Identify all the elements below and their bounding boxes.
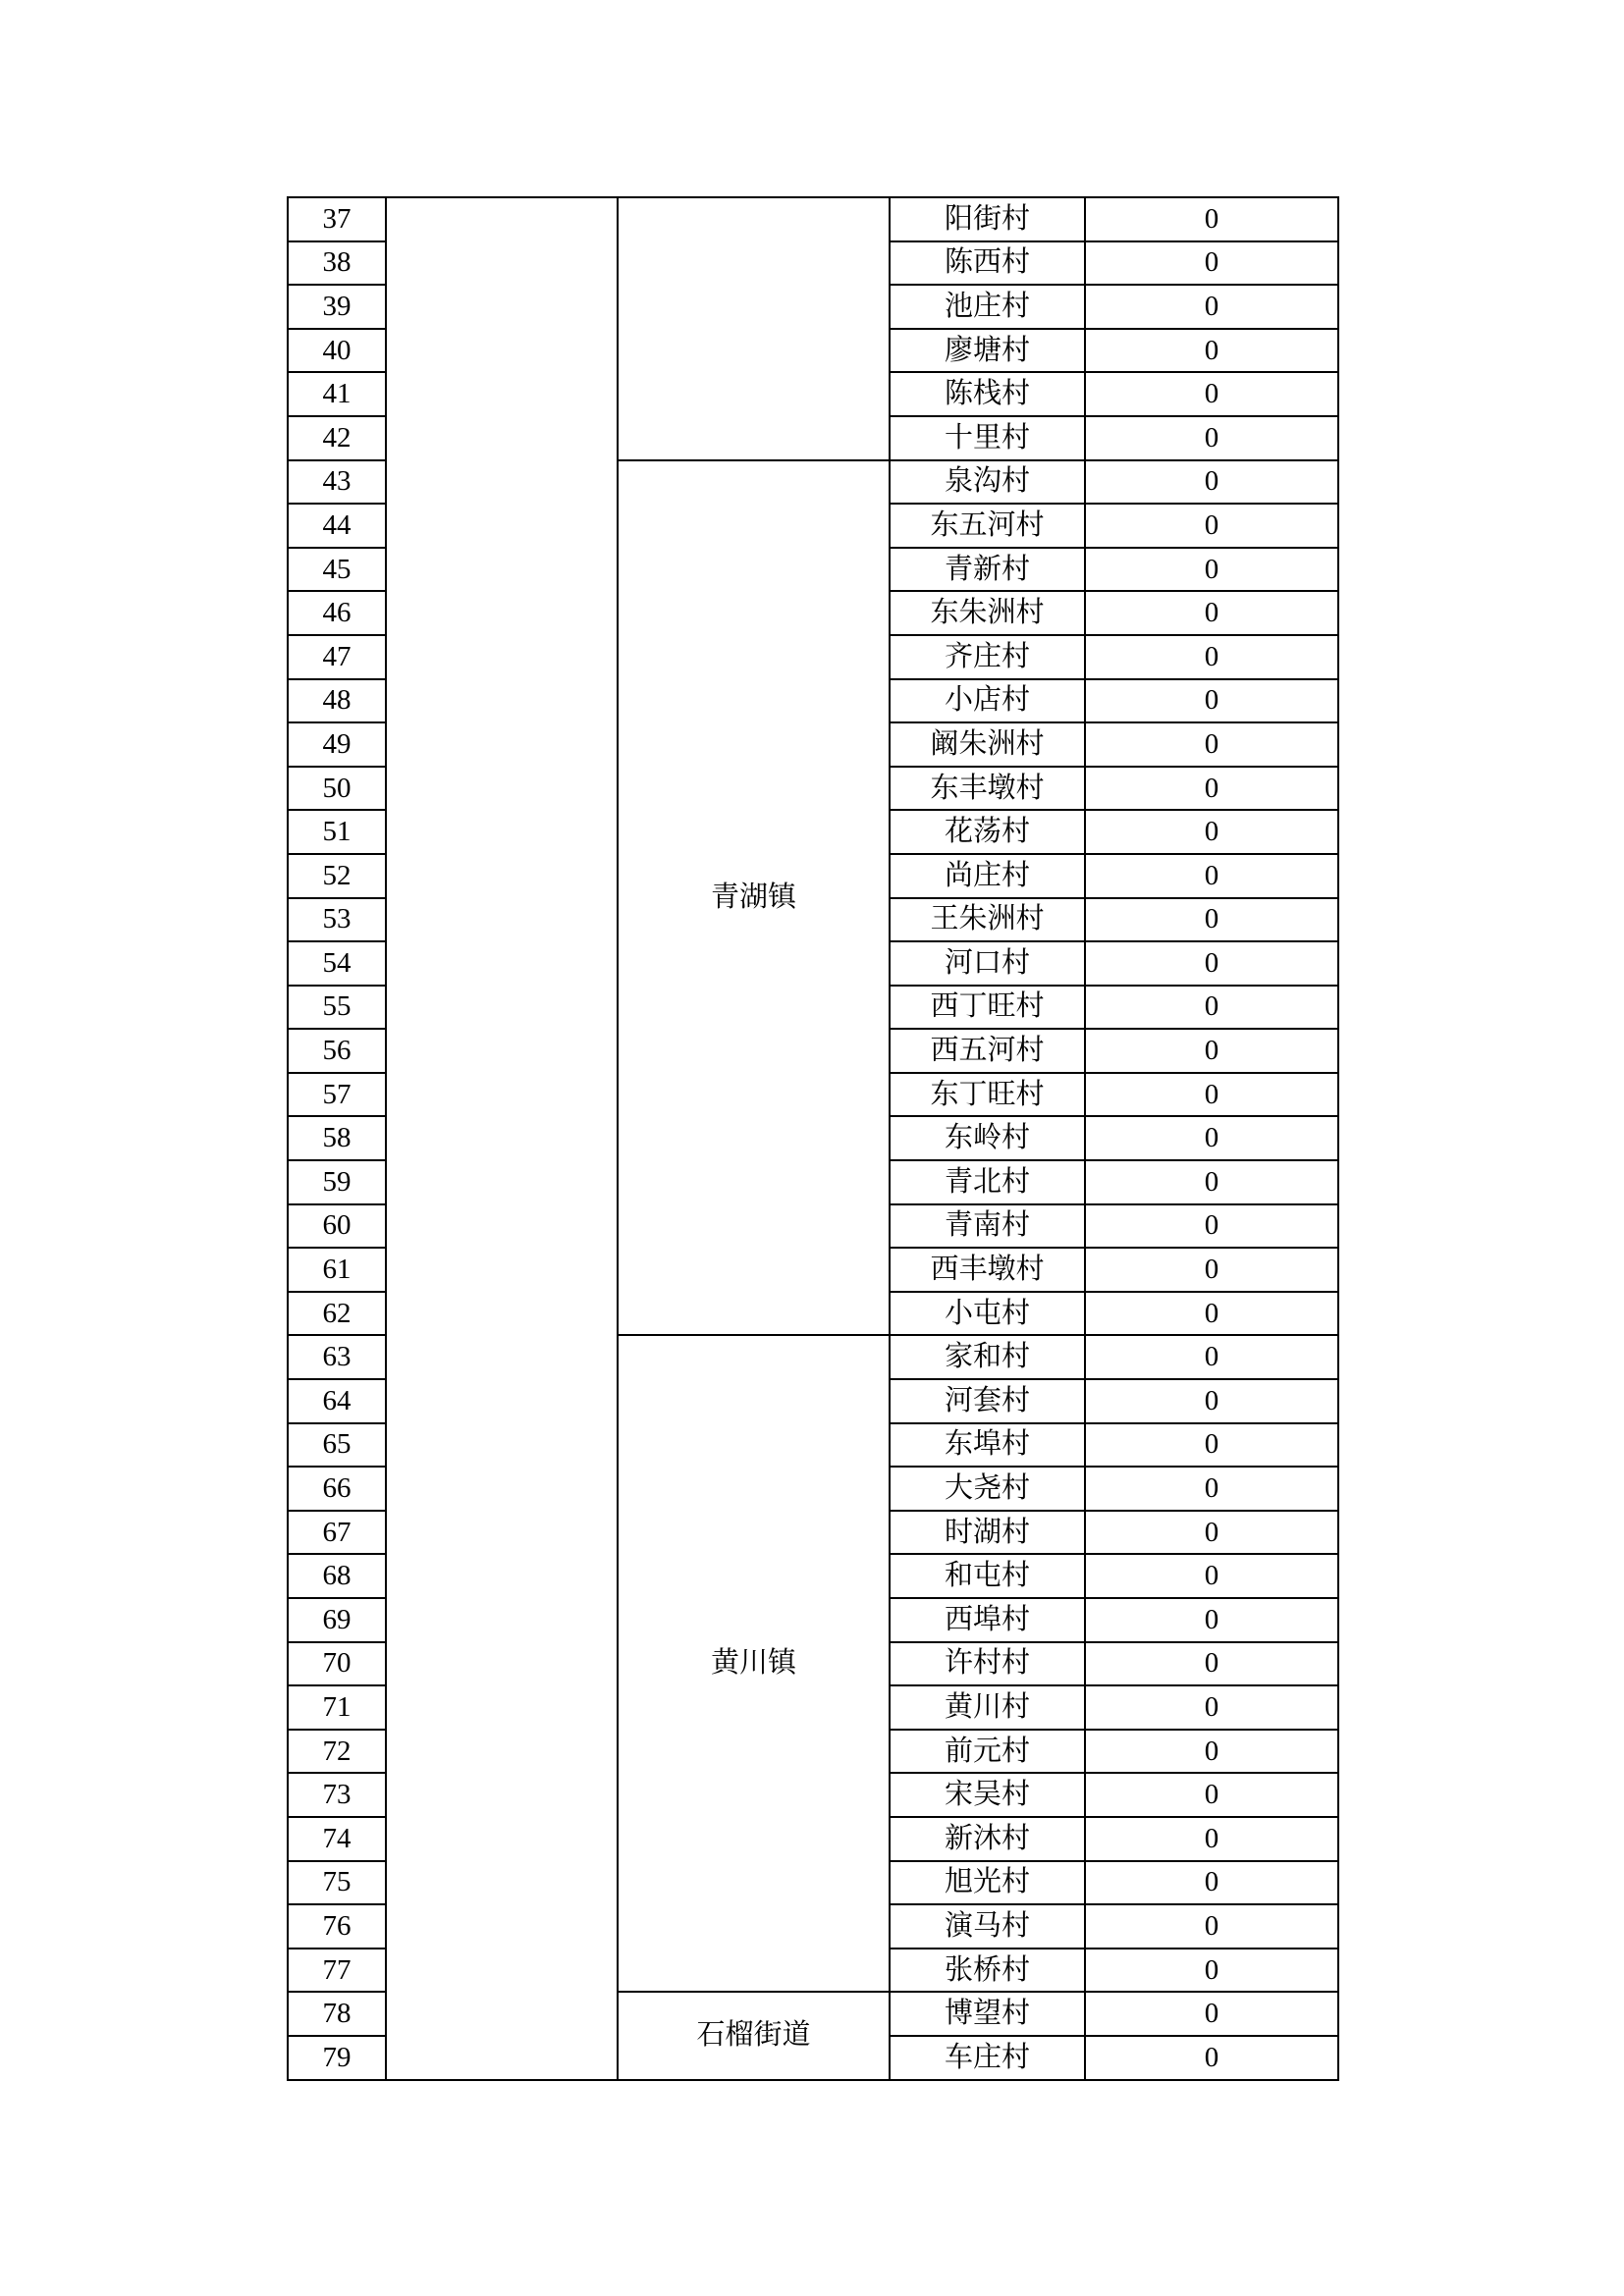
town-cell: 青湖镇 [618, 460, 890, 1336]
row-number-cell: 77 [288, 1949, 386, 1993]
value-cell: 0 [1085, 1423, 1338, 1468]
row-number-cell: 40 [288, 329, 386, 373]
value-cell: 0 [1085, 1642, 1338, 1686]
value-cell: 0 [1085, 1773, 1338, 1817]
value-cell: 0 [1085, 941, 1338, 986]
value-cell: 0 [1085, 722, 1338, 767]
village-cell: 小店村 [890, 679, 1085, 723]
value-cell: 0 [1085, 1992, 1338, 2036]
row-number-cell: 65 [288, 1423, 386, 1468]
village-cell: 东五河村 [890, 504, 1085, 548]
village-cell: 泉沟村 [890, 460, 1085, 505]
value-cell: 0 [1085, 1685, 1338, 1730]
value-cell: 0 [1085, 1248, 1338, 1292]
value-cell: 0 [1085, 460, 1338, 505]
village-cell: 西五河村 [890, 1029, 1085, 1073]
village-cell: 池庄村 [890, 285, 1085, 329]
village-cell: 西埠村 [890, 1598, 1085, 1642]
row-number-cell: 66 [288, 1467, 386, 1511]
village-cell: 东丁旺村 [890, 1073, 1085, 1117]
row-number-cell: 64 [288, 1379, 386, 1423]
value-cell: 0 [1085, 416, 1338, 460]
village-cell: 小屯村 [890, 1292, 1085, 1336]
row-number-cell: 76 [288, 1904, 386, 1949]
row-number-cell: 62 [288, 1292, 386, 1336]
value-cell: 0 [1085, 372, 1338, 416]
row-number-cell: 70 [288, 1642, 386, 1686]
row-number-cell: 43 [288, 460, 386, 505]
village-cell: 尚庄村 [890, 854, 1085, 898]
value-cell: 0 [1085, 329, 1338, 373]
value-cell: 0 [1085, 241, 1338, 286]
row-number-cell: 55 [288, 986, 386, 1030]
value-cell: 0 [1085, 679, 1338, 723]
village-cell: 青南村 [890, 1204, 1085, 1249]
village-cell: 旭光村 [890, 1861, 1085, 1905]
village-cell: 和屯村 [890, 1554, 1085, 1598]
row-number-cell: 67 [288, 1511, 386, 1555]
town-cell: 黄川镇 [618, 1335, 890, 1992]
row-number-cell: 56 [288, 1029, 386, 1073]
village-cell: 宋吴村 [890, 1773, 1085, 1817]
row-number-cell: 60 [288, 1204, 386, 1249]
village-cell: 王朱洲村 [890, 898, 1085, 942]
row-number-cell: 49 [288, 722, 386, 767]
table-row [288, 197, 1338, 241]
row-number-cell: 78 [288, 1992, 386, 2036]
value-cell: 0 [1085, 1904, 1338, 1949]
value-cell: 0 [1085, 1335, 1338, 1379]
village-cell: 博望村 [890, 1992, 1085, 2036]
value-cell: 0 [1085, 810, 1338, 854]
village-cell: 阚朱洲村 [890, 722, 1085, 767]
row-number-cell: 59 [288, 1160, 386, 1204]
value-cell: 0 [1085, 854, 1338, 898]
row-number-cell: 58 [288, 1116, 386, 1160]
village-cell: 时湖村 [890, 1511, 1085, 1555]
row-number-cell: 75 [288, 1861, 386, 1905]
value-cell: 0 [1085, 591, 1338, 635]
value-cell: 0 [1085, 197, 1338, 241]
village-cell: 黄川村 [890, 1685, 1085, 1730]
village-cell: 东朱洲村 [890, 591, 1085, 635]
value-cell: 0 [1085, 1292, 1338, 1336]
row-number-cell: 44 [288, 504, 386, 548]
value-cell: 0 [1085, 635, 1338, 679]
value-cell: 0 [1085, 1073, 1338, 1117]
village-cell: 大尧村 [890, 1467, 1085, 1511]
value-cell: 0 [1085, 1598, 1338, 1642]
row-number-cell: 51 [288, 810, 386, 854]
row-number-cell: 74 [288, 1817, 386, 1861]
row-number-cell: 68 [288, 1554, 386, 1598]
value-cell: 0 [1085, 2036, 1338, 2080]
row-number-cell: 52 [288, 854, 386, 898]
row-number-cell: 79 [288, 2036, 386, 2080]
row-number-cell: 45 [288, 548, 386, 592]
value-cell: 0 [1085, 1160, 1338, 1204]
row-number-cell: 48 [288, 679, 386, 723]
village-cell: 青北村 [890, 1160, 1085, 1204]
village-cell: 前元村 [890, 1730, 1085, 1774]
row-number-cell: 46 [288, 591, 386, 635]
value-cell: 0 [1085, 1554, 1338, 1598]
value-cell: 0 [1085, 1379, 1338, 1423]
value-cell: 0 [1085, 504, 1338, 548]
row-number-cell: 73 [288, 1773, 386, 1817]
village-cell: 西丁旺村 [890, 986, 1085, 1030]
village-cell: 家和村 [890, 1335, 1085, 1379]
town-cell [618, 197, 890, 460]
value-cell: 0 [1085, 548, 1338, 592]
row-number-cell: 57 [288, 1073, 386, 1117]
row-number-cell: 61 [288, 1248, 386, 1292]
village-cell: 车庄村 [890, 2036, 1085, 2080]
village-cell: 东埠村 [890, 1423, 1085, 1468]
table-body [288, 197, 1338, 2080]
village-cell: 青新村 [890, 548, 1085, 592]
row-number-cell: 50 [288, 767, 386, 811]
value-cell: 0 [1085, 767, 1338, 811]
row-number-cell: 41 [288, 372, 386, 416]
row-number-cell: 42 [288, 416, 386, 460]
village-cell: 东岭村 [890, 1116, 1085, 1160]
village-cell: 河套村 [890, 1379, 1085, 1423]
village-cell: 廖塘村 [890, 329, 1085, 373]
value-cell: 0 [1085, 1511, 1338, 1555]
village-cell: 十里村 [890, 416, 1085, 460]
row-number-cell: 38 [288, 241, 386, 286]
value-cell: 0 [1085, 1467, 1338, 1511]
row-number-cell: 71 [288, 1685, 386, 1730]
value-cell: 0 [1085, 1949, 1338, 1993]
value-cell: 0 [1085, 1817, 1338, 1861]
value-cell: 0 [1085, 1861, 1338, 1905]
value-cell: 0 [1085, 285, 1338, 329]
village-cell: 齐庄村 [890, 635, 1085, 679]
county-cell [386, 197, 618, 2080]
village-cell: 陈栈村 [890, 372, 1085, 416]
village-cell: 演马村 [890, 1904, 1085, 1949]
row-number-cell: 39 [288, 285, 386, 329]
village-cell: 阳街村 [890, 197, 1085, 241]
town-cell: 石榴街道 [618, 1992, 890, 2079]
row-number-cell: 53 [288, 898, 386, 942]
row-number-cell: 37 [288, 197, 386, 241]
row-number-cell: 63 [288, 1335, 386, 1379]
value-cell: 0 [1085, 898, 1338, 942]
village-cell: 张桥村 [890, 1949, 1085, 1993]
village-cell: 许村村 [890, 1642, 1085, 1686]
value-cell: 0 [1085, 1730, 1338, 1774]
value-cell: 0 [1085, 1204, 1338, 1249]
value-cell: 0 [1085, 1029, 1338, 1073]
village-cell: 新沐村 [890, 1817, 1085, 1861]
village-statistics-table [287, 196, 1339, 2081]
row-number-cell: 69 [288, 1598, 386, 1642]
row-number-cell: 47 [288, 635, 386, 679]
village-cell: 花荡村 [890, 810, 1085, 854]
value-cell: 0 [1085, 986, 1338, 1030]
row-number-cell: 72 [288, 1730, 386, 1774]
village-cell: 西丰墩村 [890, 1248, 1085, 1292]
village-cell: 河口村 [890, 941, 1085, 986]
value-cell: 0 [1085, 1116, 1338, 1160]
village-cell: 东丰墩村 [890, 767, 1085, 811]
village-cell: 陈西村 [890, 241, 1085, 286]
row-number-cell: 54 [288, 941, 386, 986]
